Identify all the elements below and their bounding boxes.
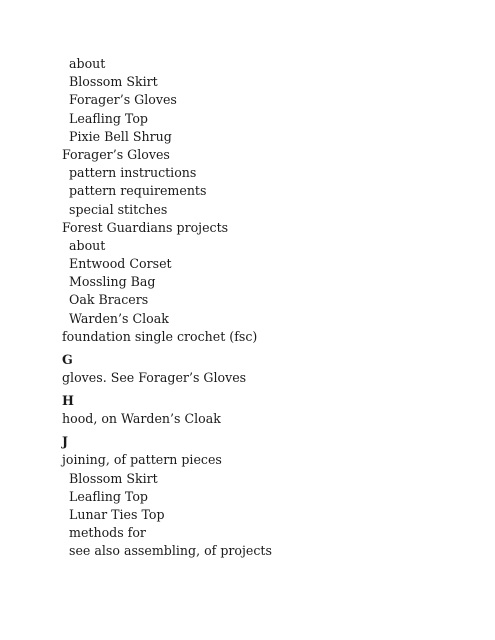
index-entry: hood, on Warden’s Cloak bbox=[62, 411, 221, 427]
index-subentry: pattern requirements bbox=[69, 183, 207, 199]
index-subentry: Warden’s Cloak bbox=[69, 310, 169, 326]
index-subentry: Pixie Bell Shrug bbox=[69, 128, 172, 144]
index-subentry: about bbox=[69, 56, 106, 71]
index-entry: foundation single crochet (fsc) bbox=[62, 328, 258, 344]
index-list bbox=[62, 55, 462, 561]
index-subentry: see also assembling, of projects bbox=[69, 543, 272, 559]
index-subentry: special stitches bbox=[69, 201, 168, 217]
index-subentry: Entwood Corset bbox=[69, 256, 172, 272]
index-subentry: Leafling Top bbox=[69, 110, 148, 126]
index-subentry: Mossling Bag bbox=[69, 274, 156, 290]
index-subentry: Blossom Skirt bbox=[69, 470, 158, 486]
index-entry: Forager’s Gloves bbox=[62, 146, 170, 162]
index-subentry: Oak Bracers bbox=[69, 292, 149, 308]
index-subentry: pattern instructions bbox=[69, 165, 197, 181]
index-entry: joining, of pattern pieces bbox=[62, 452, 222, 468]
index-entry: Forest Guardians projects bbox=[62, 219, 229, 235]
section-letter-g: G bbox=[62, 352, 73, 367]
index-subentry: Leafling Top bbox=[69, 488, 148, 504]
section-letter-j: J bbox=[62, 434, 68, 450]
section-letter-h: H bbox=[62, 393, 74, 409]
index-subentry: Lunar Ties Top bbox=[69, 506, 165, 522]
index-entry: gloves. See Forager’s Gloves bbox=[62, 370, 247, 385]
index-subentry: Forager’s Gloves bbox=[69, 92, 177, 108]
index-subentry: Blossom Skirt bbox=[69, 74, 158, 90]
index-subentry: methods for bbox=[69, 525, 146, 541]
index-subentry: about bbox=[69, 237, 106, 253]
